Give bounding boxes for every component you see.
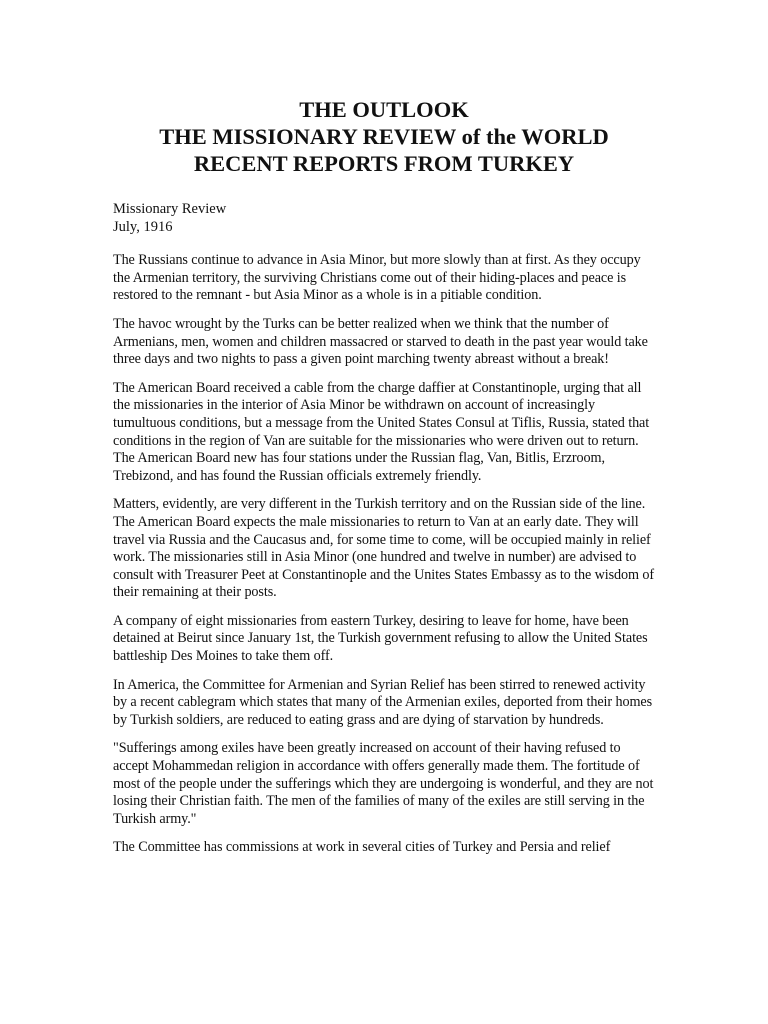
document-header bbox=[0, 96, 768, 177]
paragraph-6: In America, the Committee for Armenian and Syrian Relief has been stirred to renewed activity by a recent cablegram which states that many of the Armenian exiles, deported from their homes by Turkish soldiers, are reduced to eating grass and are dying of starvation by hundreds. bbox=[113, 676, 652, 728]
title-outlook: THE OUTLOOK bbox=[299, 97, 469, 122]
paragraph-8: The Committee has commissions at work in several cities of Turkey and Persia and relief bbox=[113, 839, 611, 856]
paragraph-5: A company of eight missionaries from eastern Turkey, desiring to leave for home, have been detained at Beirut since January 1st, the Turkish government refusing to allow the United States battleship Des Moines to take them off. bbox=[113, 612, 648, 665]
title-recent-reports: RECENT REPORTS FROM TURKEY bbox=[193, 151, 575, 176]
source-line: Missionary Review bbox=[113, 201, 227, 217]
document-body bbox=[113, 252, 658, 857]
paragraph-7-quote: "Sufferings among exiles have been greatly increased on account of their having refused to accept Mohammedan religion in accordance with offers generally made them. The fortitude of most of the people under the sufferings which they are undergoing is wonderful, and they are not losing their Christian faith. The men of the families of many of the exiles are still serving in the Turkish army." bbox=[113, 740, 654, 827]
paragraph-2: The havoc wrought by the Turks can be better realized when we think that the number of Armenians, men, women and children massacred or starved to death in the past year would take three days and two nights to pass a given point marching twenty abreast without a break! bbox=[113, 315, 648, 368]
paragraph-1: The Russians continue to advance in Asia Minor, but more slowly than at first. As they occupy the Armenian territory, the surviving Christians come out of their hiding-places and peace is restored to the remnant - but Asia Minor as a whole is in a pitiable condition. bbox=[113, 252, 641, 304]
date-line: July, 1916 bbox=[113, 218, 173, 235]
paragraph-3: The American Board received a cable from the charge daffier at Constantinople, urging that all the missionaries in the interior of Asia Minor be withdrawn on account of increasingly tumultuous conditions, but a message from the United States Consul at Tiflis, Russia, stated that conditions in the region of Van are suitable for the missionaries who were driven out to return. The American Board new has four stations under the Russian flag, Van, Bitlis, Erzroom, Trebizond, and has found the Russian officials extremely friendly. bbox=[113, 379, 650, 484]
document-meta bbox=[113, 201, 768, 236]
paragraph-4: Matters, evidently, are very different in the Turkish territory and on the Russian side of the line. The American Board expects the male missionaries to return to Van at an early date. They will travel via Russia and the Caucasus and, for some time to come, will be occupied mainly in relief work. The missionaries still in Asia Minor (one hundred and twelve in number) are advised to consult with Treasurer Peet at Constantinople and the Unites States Embassy as to the wisdom of their remaining at their posts. bbox=[113, 496, 654, 601]
title-missionary-review: THE MISSIONARY REVIEW of the WORLD bbox=[159, 124, 609, 149]
